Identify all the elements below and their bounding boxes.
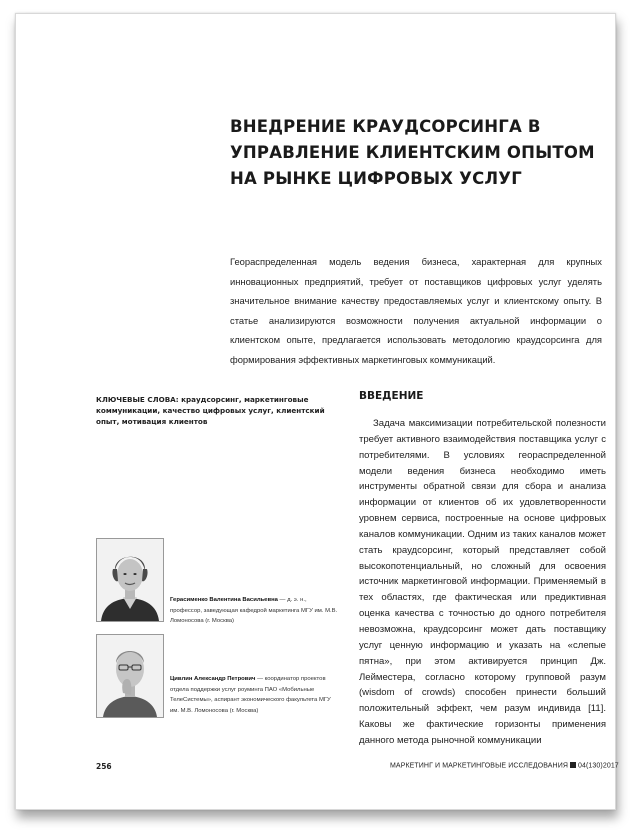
- author-description-2: — координатор проектов отдела поддержки услуг роуминга ПАО «Мобильные ТелеСистемы», аспирант экономического факультета МГУ им. М.В. Ломоносова (г. Москва): [170, 676, 331, 714]
- author-photo-gerasimenko: [96, 538, 164, 622]
- article-abstract: Геораспределенная модель ведения бизнеса, характерная для крупных инновационных предприятий, требует от поставщиков цифровых услуг уделять значительное внимание качеству предоставляемых услуг и клиентскому опыту. В статье анализируются возможности получения актуальной информации о клиентском опыте, предлагается использовать методологию краудсорсинга для формирования эффективных маркетинговых коммуникаций.: [230, 256, 602, 365]
- journal-name: МАРКЕТИНГ И МАРКЕТИНГОВЫЕ ИССЛЕДОВАНИЯ: [390, 762, 568, 770]
- author-photo-tsivlin: [96, 634, 164, 718]
- author-info-2: [170, 674, 338, 716]
- keywords: КЛЮЧЕВЫЕ СЛОВА: краудсорсинг, маркетинговые коммуникации, качество цифровых услуг, клиентский опыт, мотивация клиентов: [96, 395, 325, 426]
- square-bullet-icon: [570, 762, 576, 768]
- journal-footer: [390, 762, 619, 770]
- journal-issue: 04(130)2017: [578, 762, 619, 770]
- page-number: 256: [96, 762, 112, 771]
- author-name-1: Герасименко Валентина Васильевна: [170, 597, 278, 603]
- section-heading: ВВЕДЕНИЕ: [359, 390, 424, 402]
- author-info-1: [170, 595, 338, 627]
- article-title: ВНЕДРЕНИЕ КРАУДСОРСИНГА В УПРАВЛЕНИЕ КЛИЕНТСКИМ ОПЫТОМ НА РЫНКЕ ЦИФРОВЫХ УСЛУГ: [230, 117, 595, 188]
- journal-page: [15, 13, 619, 810]
- body-text: Задача максимизации потребительской полезности требует активного взаимодействия поставщика услуг с потребителями. В условиях геораспределенной модели ведения бизнеса необходимо иметь инструменты обратной связи для сбора и анализа информации от клиентов об их удовлетворенности уровнем сервиса, построенные на основе цифровых каналов коммуникации. Одним из таких каналов может стать краудсорсинг, который представляет собой высокопотенциальный, но сложный для освоения источник маркетинговой информации. Применяемый в тех областях, где фактическая или предиктивная оценка качества с точностью до одного потребителя невозможна, краудсорсинг может дать поставщику услуг ценную информацию и указать на «слепые пятна», при этом активируется принцип Дж. Лейместера, согласно которому групповой разум (wisdom of crowds) способен принести больший положительный эффект, чем разум индивида [11]. Каковы же фактические горизонты применения данного метода рыночной коммуникации: [359, 418, 606, 746]
- author-name-2: Цивлин Александр Петрович: [170, 676, 256, 682]
- author-description-1: — д. э. н., профессор, заведующая кафедрой маркетинга МГУ им. М.В. Ломоносова (г. Москва): [170, 597, 338, 624]
